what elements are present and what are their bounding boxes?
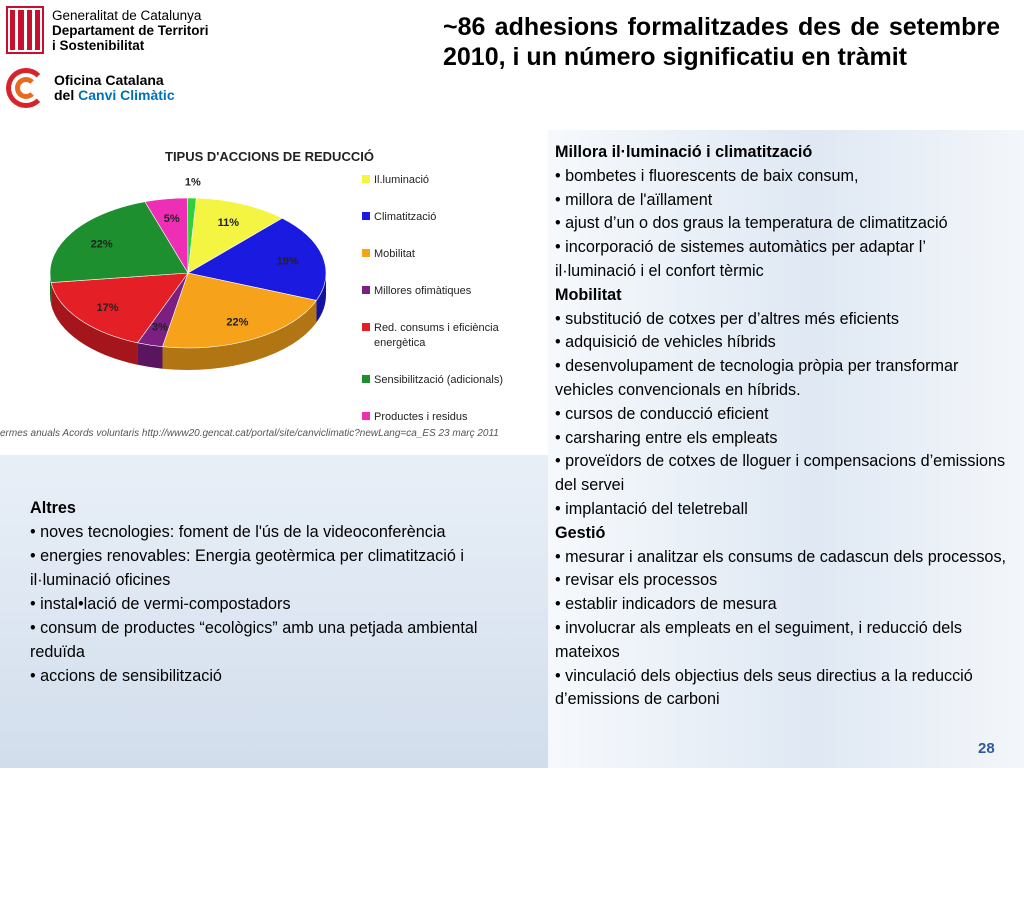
generalitat-logo: [6, 6, 209, 54]
legend-swatch: [362, 286, 370, 294]
pie-data-label: 17%: [96, 302, 119, 315]
occ-line2b: Canvi Climàtic: [78, 87, 175, 103]
legend-label: Sensibilització (adicionals): [374, 374, 504, 386]
legend-swatch: [362, 412, 370, 420]
occ-logo: [6, 68, 175, 108]
list-item: • establir indicadors de mesura: [555, 595, 777, 614]
list-item: • instal•lació de vermi-compostadors: [30, 595, 291, 613]
list-item: • revisar els processos: [555, 571, 718, 590]
pie-data-label: 19%: [276, 255, 299, 268]
legend-swatch: [362, 375, 370, 383]
occ-emblem-icon: [6, 68, 46, 108]
pie-side-3%: [138, 343, 163, 369]
list-item: • mesurar i analitzar els consums de cadascun dels processos,: [555, 547, 1007, 566]
occ-line2a: del: [54, 87, 79, 103]
left-text-block: [30, 496, 500, 688]
legend-swatch: [362, 212, 370, 220]
legend-swatch: [362, 175, 370, 183]
legend-label: Mobilitat: [374, 248, 415, 260]
list-item: • carsharing entre els empleats: [555, 428, 778, 447]
gen-line1: Generalitat de Catalunya: [52, 7, 202, 23]
list-item: • millora de l'aïllament: [555, 190, 713, 209]
page-number: 28: [978, 740, 995, 757]
pie-data-label: 22%: [90, 238, 113, 251]
legend-swatch: [362, 323, 370, 331]
heading-gestio: Gestió: [555, 523, 606, 542]
list-item: • cursos de conducció eficient: [555, 404, 769, 423]
gen-line3: i Sostenibilitat: [52, 37, 145, 53]
pie-chart: [0, 133, 537, 427]
occ-line1: Oficina Catalana: [54, 72, 164, 88]
right-text-block: [555, 141, 1007, 712]
list-item: • ajust d’un o dos graus la temperatura de climatització: [555, 214, 948, 233]
pie-data-label: 22%: [226, 316, 249, 329]
list-item: • vinculació dels objectius dels seus directius a la reducció d’emissions de carboni: [555, 666, 973, 709]
pie-data-label: 1%: [184, 176, 201, 189]
legend-label: Il.luminació: [374, 174, 430, 186]
legend-label: Millores ofimàtiques: [374, 285, 472, 297]
pie-data-label: 11%: [217, 217, 240, 230]
list-item: • bombetes i fluorescents de baix consum,: [555, 166, 859, 185]
slide-title: ~86 adhesions formalitzades des de setembre 2010, i un número significatiu en tràmit: [443, 13, 1000, 71]
list-item: • substitució de cotxes per d’altres més eficients: [555, 309, 899, 328]
list-item: • energies renovables: Energia geotèrmica per climatització i il·luminació oficines: [30, 547, 464, 589]
legend-swatch: [362, 249, 370, 257]
pie-data-label: 5%: [163, 213, 180, 226]
legend-label: Climatització: [374, 211, 437, 223]
list-item: • involucrar als empleats en el seguiment, i reducció dels mateixos: [555, 618, 962, 661]
heading-altres: Altres: [30, 499, 76, 517]
list-item: • accions de sensibilització: [30, 667, 222, 685]
gen-line2: Departament de Territori: [52, 22, 209, 38]
senyera-icon: [6, 6, 44, 54]
legend-label: energètica: [374, 337, 426, 349]
list-item: • noves tecnologies: foment de l'ús de la videoconferència: [30, 523, 446, 541]
heading-illuminacio: Millora il·luminació i climatització: [555, 143, 813, 161]
list-item: • implantació del teletreball: [555, 499, 748, 518]
heading-mobilitat: Mobilitat: [555, 285, 622, 304]
legend-label: Red. consums i eficiència: [374, 322, 499, 334]
list-item: • consum de productes “ecològics” amb una petjada ambiental reduïda: [30, 619, 478, 661]
pie-data-label: 3%: [151, 321, 168, 334]
list-item: • desenvolupament de tecnologia pròpia per transformar vehicles convencionals en híbrids.: [555, 357, 959, 399]
list-item: • proveïdors de cotxes de lloguer i compensacions d’emissions del servei: [555, 452, 1006, 495]
chart-title: TIPUS D'ACCIONS DE REDUCCIÓ: [165, 149, 374, 164]
list-item: • adquisició de vehicles híbrids: [555, 333, 776, 352]
legend-label: Productes i residus: [374, 411, 468, 423]
chart-source: ermes anuals Acords voluntaris http://www20.gencat.cat/portal/site/canviclimatic?newLang=ca_ES 23 març 2011: [0, 428, 499, 439]
list-item: • incorporació de sistemes automàtics per adaptar l’ il·luminació i el confort tèrmic: [555, 238, 926, 280]
